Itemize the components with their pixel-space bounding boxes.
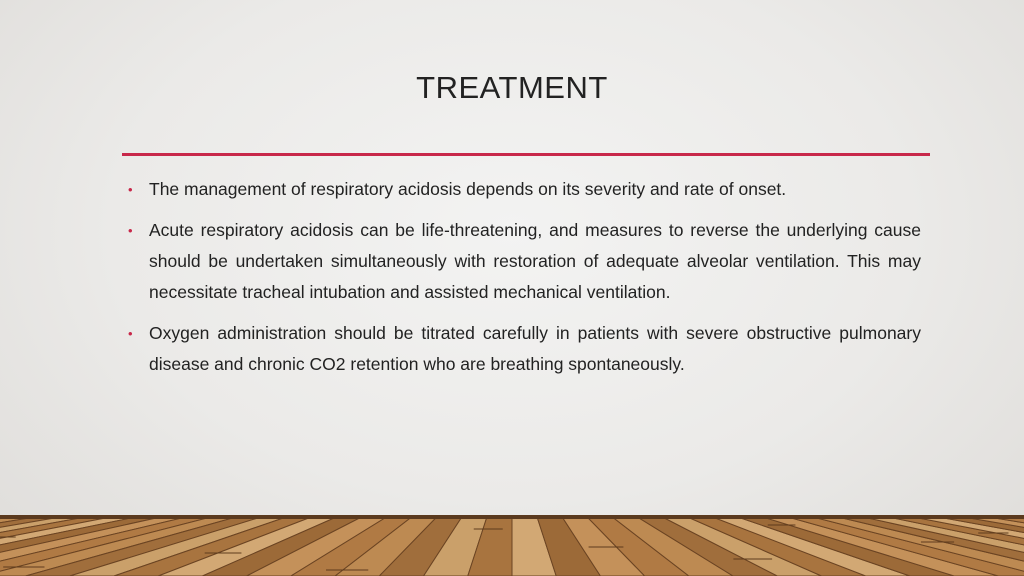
bullet-item xyxy=(126,215,921,308)
wood-planks-graphic xyxy=(0,515,1024,576)
bullet-icon: • xyxy=(128,182,133,197)
floor-edge xyxy=(0,515,1024,519)
bullet-text: Oxygen administration should be titrated carefully in patients with severe obstructive pulmonary disease and chronic CO2 retention who are breathing spontaneously. xyxy=(149,323,921,374)
slide-title: TREATMENT xyxy=(416,70,608,105)
bullet-item xyxy=(126,318,921,380)
wood-floor-decoration xyxy=(0,515,1024,576)
bullet-item xyxy=(126,174,921,205)
bullet-icon: • xyxy=(128,223,133,238)
bullet-icon: • xyxy=(128,326,133,341)
bullet-list xyxy=(126,174,921,390)
title-divider xyxy=(122,153,930,156)
bullet-text: The management of respiratory acidosis depends on its severity and rate of onset. xyxy=(149,179,787,199)
bullet-text: Acute respiratory acidosis can be life-threatening, and measures to reverse the underlying cause should be undertaken simultaneously with restoration of adequate alveolar ventilation. This may necessitate tracheal intubation and assisted mechanical ventilation. xyxy=(149,220,921,302)
